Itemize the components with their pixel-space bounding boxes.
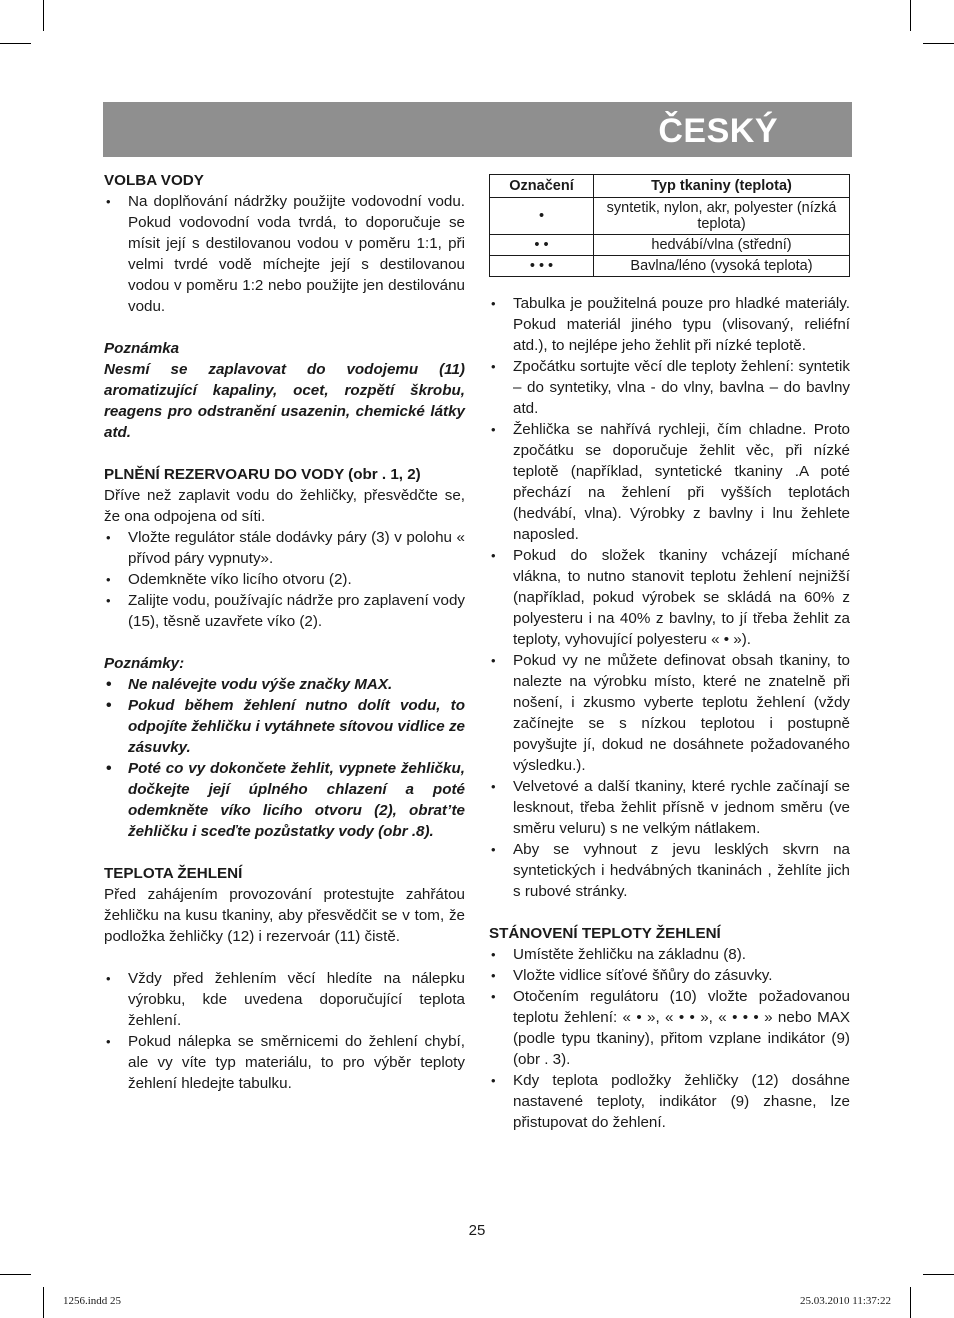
bullet-list (104, 527, 465, 632)
table-header: Typ tkaniny (teplota) (594, 175, 850, 198)
list-item: • Otočením regulátoru (10) vložte požadovanou teplotu žehlení: « • », « • • », « • • • » nebo MAX (podle typu tkaniny), přitom vzplane indikátor (9) (obr . 3). (489, 986, 850, 1070)
list-item: • Velvetové a další tkaniny, které rychle začínají se lesknout, třeba žehlit přísně v jednom směru (ve směru veluru) s ne velkým nátlakem. (489, 776, 850, 839)
list-item: • Vždy před žehlením věcí hledíte na nálepku výrobku, kde uvedena doporučující teplota žehlení. (104, 968, 465, 1031)
page-title: ČESKÝ (658, 112, 778, 150)
language-banner (103, 102, 852, 157)
note-title: Poznámka (104, 340, 180, 357)
list-item: • Odemkněte víko licího otvoru (2). (104, 569, 465, 590)
footer-timestamp: 25.03.2010 11:37:22 (800, 1295, 891, 1307)
list-item: • Pokud během žehlení nutno dolít vodu, to odpojíte žehličku i vytáhnete sítovou vidlice ze zásuvky. (104, 695, 465, 758)
table-row (490, 198, 850, 235)
table-cell: • • (490, 235, 594, 256)
bullet-list (489, 944, 850, 1133)
table-header-row (490, 175, 850, 198)
list-item: • Ne nalévejte vodu výše značky MAX. (104, 674, 465, 695)
table-header: Označení (490, 175, 594, 198)
bullet-list (104, 968, 465, 1094)
table-row (490, 235, 850, 256)
list-item: • Zpočátku sortujte věcí dle teploty žehlení: syntetik – do syntetiky, vlna - do vlny, bavlna – do bavlny atd. (489, 356, 850, 419)
list-item: • Vložte regulátor stále dodávky páry (3) v polohu « přívod páry vypnuty». (104, 527, 465, 569)
bullet-list (104, 674, 465, 842)
table-cell: syntetik, nylon, akr, polyester (nízká teplota) (594, 198, 850, 235)
bullet-list (104, 191, 465, 317)
note-text: Nesmí se zaplavovat do vodojemu (11) aromatizující kapaliny, ocet, rozpětí škrobu, reagens pro odstranění usazenin, chemické látky atd. (104, 361, 465, 441)
page-number: 25 (468, 1222, 486, 1239)
list-item: • Vložte vidlice síťové šňůry do zásuvky. (489, 965, 850, 986)
list-item: • Poté co vy dokončete žehlit, vypnete žehličku, dočkejte její úplného chlazení a poté odemkněte víko licího otvoru (2), obrat’te žehličku i sceďte pozůstatky vody (obr .8). (104, 758, 465, 842)
list-item: • Aby se vyhnout z jevu lesklých skvrn na syntetických i hedvábných tkaninách , žehlíte jich s rubové stránky. (489, 839, 850, 902)
crop-mark (0, 43, 31, 44)
footer-file: 1256.indd 25 (63, 1295, 122, 1307)
section-heading: VOLBA VODY (104, 172, 204, 189)
fabric-table (489, 174, 850, 277)
list-item: • Na doplňování nádržky použijte vodovodní vodu. Pokud vodovodní voda tvrdá, to doporučuje se mísit její s destilovanou vodou v poměru 1:1, při velmi tvrdé vodě míchejte její s destilovanou vodou v poměru 1:2 nebo použijte jen destilovánu vodu. (104, 191, 465, 317)
bullet-list (489, 293, 850, 902)
list-item: • Pokud nálepka se směrnicemi do žehlení chybí, ale vy víte typ materiálu, to pro výběr teploty žehlení hledejte tabulku. (104, 1031, 465, 1094)
section-heading: STÁNOVENÍ TEPLOTY ŽEHLENÍ (489, 925, 721, 942)
crop-mark (910, 1287, 911, 1318)
list-item: • Pokud do složek tkaniny vcházejí míchané vlákna, to nutno stanovit teplotu žehlení nejnižší (například, pokud výrobek se skládá na 60% z polyesteru i na 40% z bavlny, to jí třeba žehlit za teploty, vyhovující polyesteru « • »). (489, 545, 850, 650)
crop-mark (0, 1274, 31, 1275)
list-item: • Kdy teplota podložky žehličky (12) dosáhne nastavené teploty, indikátor (9) zhasne, lze přistupovat do žehlení. (489, 1070, 850, 1133)
table-cell: hedvábí/vlna (střední) (594, 235, 850, 256)
section-heading: TEPLOTA ŽEHLENÍ (104, 865, 243, 882)
list-item: • Pokud vy ne můžete definovat obsah tkaniny, to nalezte na výrobku místo, které ne znatelně při nošení, i zkusmo vyberte teplotu žehlení (vždy začínejte se s nízkou teplotou i postupně povyšujte jí, dokud ne dosáhnete požadovaného výsledku.). (489, 650, 850, 776)
crop-mark (910, 0, 911, 31)
right-column (489, 170, 850, 1133)
list-item: • Umístěte žehličku na základnu (8). (489, 944, 850, 965)
table-row (490, 256, 850, 277)
table-cell: • • • (490, 256, 594, 277)
crop-mark (43, 1287, 44, 1318)
section-heading: PLNĚNÍ REZERVOARU DO VODY (obr . 1, 2) (104, 466, 421, 483)
list-item: • Tabulka je použitelná pouze pro hladké materiály. Pokud materiál jiného typu (vlisovaný, reliéfní atd.), to nejlépe jeho žehlit při nízké teplotě. (489, 293, 850, 356)
crop-mark (923, 1274, 954, 1275)
table-cell: Bavlna/léno (vysoká teplota) (594, 256, 850, 277)
note-title: Poznámky: (104, 655, 185, 672)
crop-mark (43, 0, 44, 31)
list-item: • Zalijte vodu, používajíc nádrže pro zaplavení vody (15), těsně uzavřete víko (2). (104, 590, 465, 632)
table-cell: • (490, 198, 594, 235)
paragraph: Před zahájením provozování protestujte zahřátou žehličku na kusu tkaniny, aby přesvědčit se v tom, že podložka žehličky (12) i rezervoár (11) čistě. (104, 886, 465, 945)
crop-mark (923, 43, 954, 44)
left-column (104, 170, 465, 1094)
paragraph: Dříve než zaplavit vodu do žehličky, přesvědčte se, že ona odpojena od síti. (104, 487, 465, 525)
list-item: • Žehlička se nahřívá rychleji, čím chladne. Proto zpočátku se doporučuje žehlit věc, při nízké teplotě (například, syntetické tkaniny .A poté přechází na žehlení při vyšších teplotách (hedvábí, vlna). Výrobky z bavlny i lnu žehlete naposled. (489, 419, 850, 545)
